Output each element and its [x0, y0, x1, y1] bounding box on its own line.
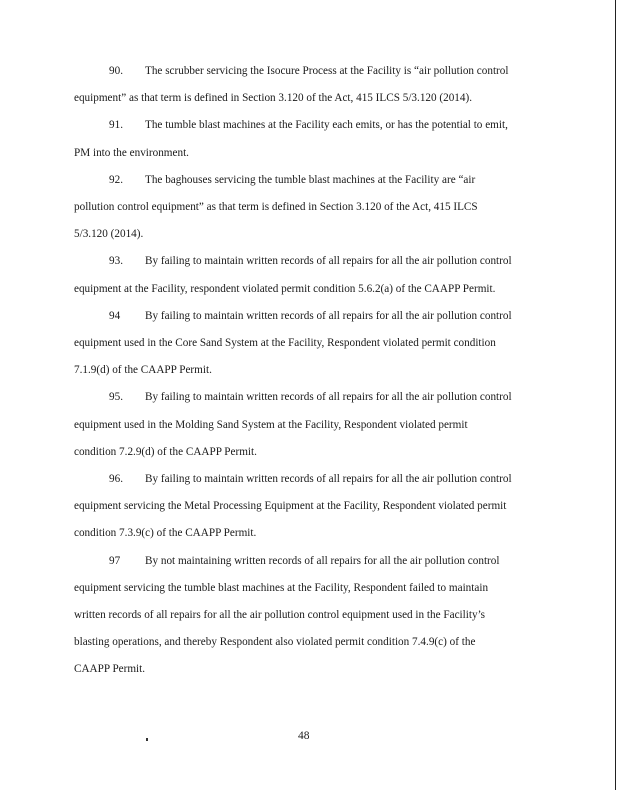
paragraph-number: 94 — [109, 309, 121, 322]
paragraph-first-line — [74, 384, 552, 411]
paragraph-97 — [74, 548, 552, 684]
scan-speck — [146, 738, 148, 741]
paragraph-line: CAAPP Permit. — [74, 663, 146, 676]
paragraph-line: written records of all repairs for all the air pollution control equipment used in the Facility’s — [74, 609, 486, 622]
paragraph-94 — [74, 303, 552, 385]
paragraph-first-line — [74, 303, 552, 330]
paragraph-line: equipment at the Facility, respondent violated permit condition 5.6.2(a) of the CAAPP Permit. — [74, 282, 496, 295]
paragraph-first-line — [74, 548, 552, 575]
paragraph-line: pollution control equipment” as that term is defined in Section 3.120 of the Act, 415 ILCS — [74, 201, 478, 214]
paragraph-line: equipment servicing the tumble blast machines at the Facility, Respondent failed to maintain — [74, 581, 489, 594]
paragraph-number: 97 — [109, 554, 121, 567]
paragraph-first-line — [74, 58, 552, 85]
paragraph-first-line — [74, 466, 552, 493]
paragraph-line: equipment used in the Molding Sand System at the Facility, Respondent violated permit — [74, 418, 468, 431]
paragraph-first-line — [74, 112, 552, 139]
paragraph-first-line — [74, 167, 552, 194]
paragraph-text: The baghouses servicing the tumble blast machines at the Facility are “air — [145, 173, 476, 186]
paragraph-line: 7.1.9(d) of the CAAPP Permit. — [74, 364, 212, 377]
paragraph-number: 93. — [109, 255, 123, 268]
paragraph-text: By failing to maintain written records of all repairs for all the air pollution control — [145, 255, 512, 268]
paragraph-first-line — [74, 248, 552, 275]
paragraph-line: PM into the environment. — [74, 146, 189, 159]
paragraph-text: By failing to maintain written records of all repairs for all the air pollution control — [145, 473, 512, 486]
paragraph-line: equipment used in the Core Sand System at the Facility, Respondent violated permit condition — [74, 337, 496, 350]
paragraph-95 — [74, 384, 552, 466]
paragraph-text: The scrubber servicing the Isocure Process at the Facility is “air pollution control — [145, 65, 509, 77]
paragraph-line: equipment servicing the Metal Processing Equipment at the Facility, Respondent violated permit — [74, 500, 507, 513]
paragraph-96 — [74, 466, 552, 548]
paragraph-line: blasting operations, and thereby Respondent also violated permit condition 7.4.9(c) of the — [74, 636, 476, 649]
paragraph-line: equipment” as that term is defined in Section 3.120 of the Act, 415 ILCS 5/3.120 (2014). — [74, 92, 473, 105]
paragraph-93 — [74, 248, 552, 302]
paragraph-text: By not maintaining written records of all repairs for all the air pollution control — [145, 554, 500, 567]
paragraph-92 — [74, 167, 552, 249]
paragraph-number: 90. — [109, 65, 123, 77]
page-number: 48 — [298, 730, 310, 742]
paragraph-number: 95. — [109, 391, 123, 404]
paragraph-number: 96. — [109, 473, 123, 486]
paragraph-line: condition 7.3.9(c) of the CAAPP Permit. — [74, 527, 257, 540]
paragraph-line: condition 7.2.9(d) of the CAAPP Permit. — [74, 445, 257, 458]
paragraph-90 — [74, 58, 552, 112]
paragraph-91 — [74, 112, 552, 166]
paragraph-line: 5/3.120 (2014). — [74, 228, 144, 241]
document-body — [74, 58, 552, 684]
paragraph-text: By failing to maintain written records of all repairs for all the air pollution control — [145, 391, 512, 404]
paragraph-number: 91. — [109, 119, 123, 132]
paragraph-text: The tumble blast machines at the Facility each emits, or has the potential to emit, — [145, 119, 508, 132]
paragraph-text: By failing to maintain written records of all repairs for all the air pollution control — [145, 309, 512, 322]
page-border-line — [615, 0, 616, 790]
paragraph-number: 92. — [109, 173, 123, 186]
